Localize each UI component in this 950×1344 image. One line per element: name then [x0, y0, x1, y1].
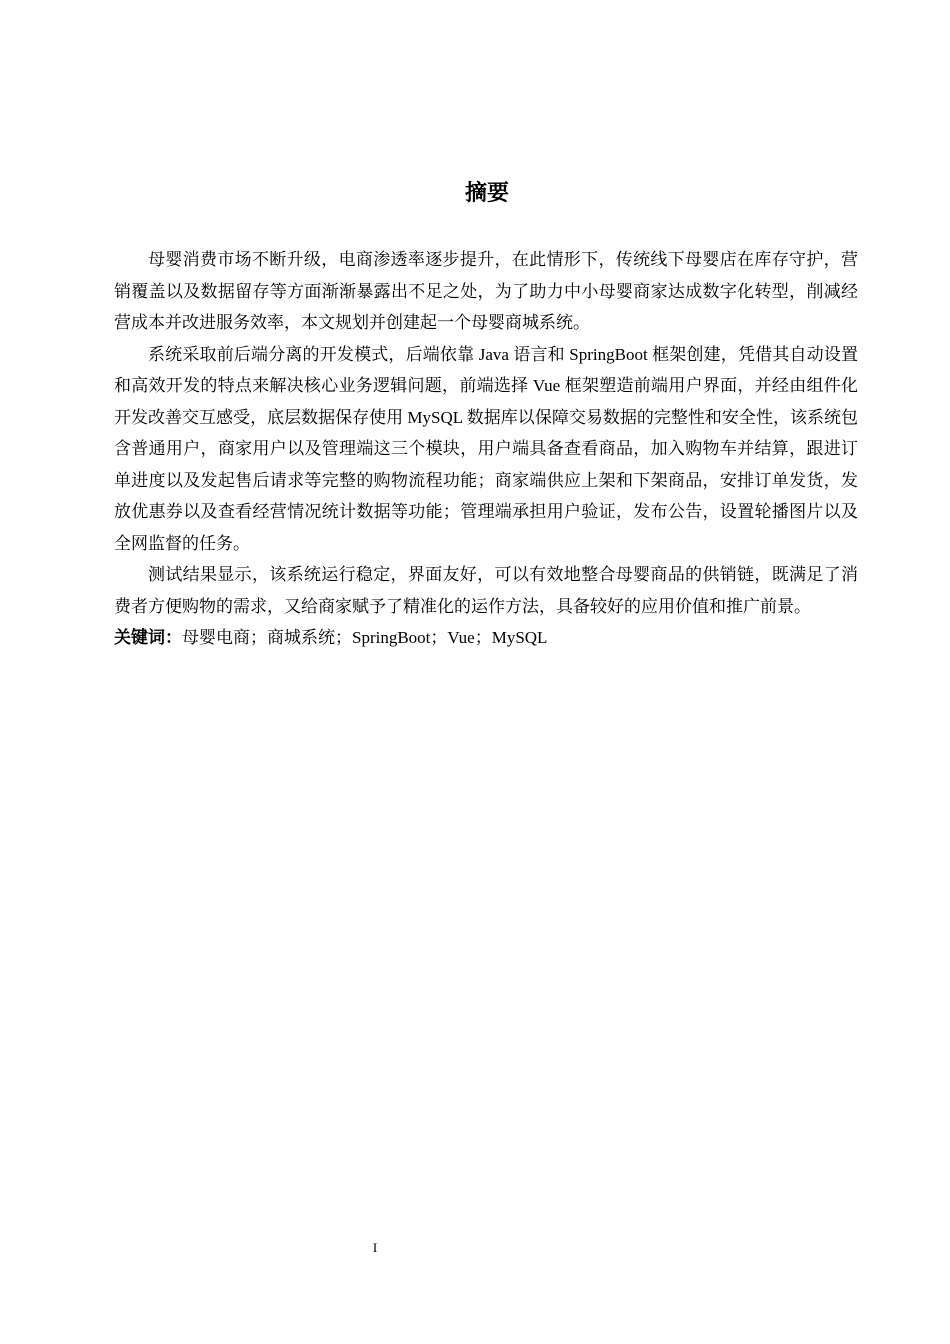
- keywords-line: [114, 622, 858, 655]
- abstract-paragraph-1: 母婴消费市场不断升级，电商渗透率逐步提升，在此情形下，传统线下母婴店在库存守护，营销覆盖以及数据留存等方面渐渐暴露出不足之处，为了助力中小母婴商家达成数字化转型，削减经营成本并改进服务效率，本文规划并创建起一个母婴商城系统。: [114, 250, 858, 332]
- keywords-label: 关键词：: [114, 628, 182, 648]
- abstract-paragraph-3: 测试结果显示，该系统运行稳定，界面友好，可以有效地整合母婴商品的供销链，既满足了消费者方便购物的需求，又给商家赋予了精准化的运作方法，具备较好的应用价值和推广前景。: [114, 565, 858, 616]
- abstract-body: [114, 244, 858, 655]
- abstract-title: 摘要: [464, 181, 509, 206]
- abstract-paragraph-2: 系统采取前后端分离的开发模式，后端依靠 Java 语言和 SpringBoot 框架创建，凭借其自动设置和高效开发的特点来解决核心业务逻辑问题，前端选择 Vue 框架塑造前端用户界面，并经由组件化开发改善交互感受，底层数据保存使用 MySQL 数据库以保障交易数据的完整性和安全性，该系统包含普通用户，商家用户以及管理端这三个模块，用户端具备查看商品，加入购物车并结算，跟进订单进度以及发起售后请求等完整的购物流程功能；商家端供应上架和下架商品，安排订单发货，发放优惠券以及查看经营情况统计数据等功能；管理端承担用户验证，发布公告，设置轮播图片以及全网监督的任务。: [114, 344, 858, 553]
- page-number: I: [372, 1240, 378, 1255]
- keywords-text: 母婴电商；商城系统；SpringBoot；Vue；MySQL: [182, 628, 548, 647]
